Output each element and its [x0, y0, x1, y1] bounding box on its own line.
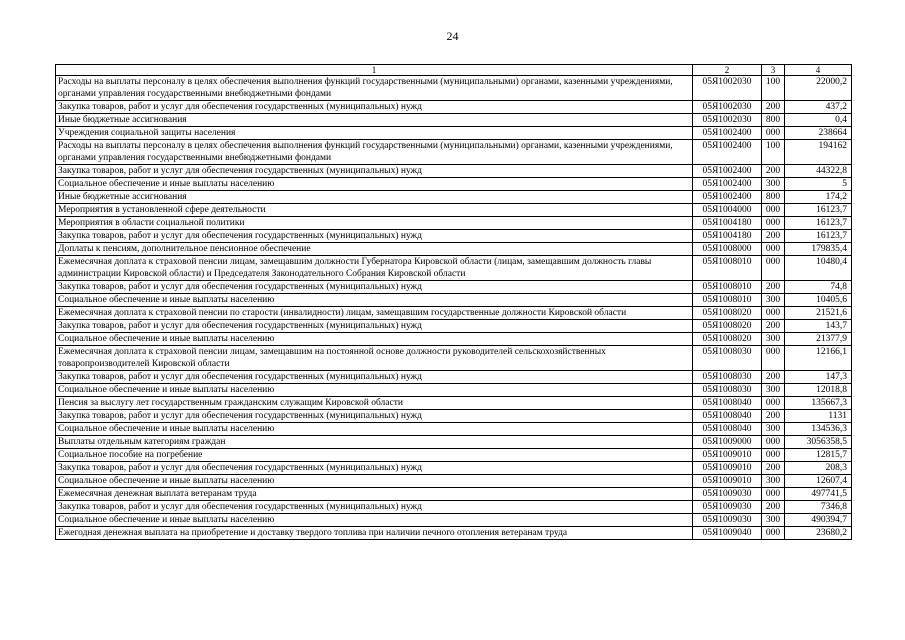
row-name: Социальное обеспечение и иные выплаты населению [56, 294, 693, 307]
table-row [56, 256, 852, 281]
row-amount: 134536,3 [785, 423, 852, 436]
row-amount: 21377,9 [785, 333, 852, 346]
row-code: 05Я1008040 [693, 397, 762, 410]
row-name: Доплаты к пенсиям, дополнительное пенсионное обеспечение [56, 243, 693, 256]
row-type: 000 [762, 436, 785, 449]
row-type: 000 [762, 243, 785, 256]
row-code: 05Я1002400 [693, 191, 762, 204]
row-amount: 12815,7 [785, 449, 852, 462]
row-name: Выплаты отдельным категориям граждан [56, 436, 693, 449]
row-code: 05Я1009010 [693, 475, 762, 488]
row-amount: 143,7 [785, 320, 852, 333]
row-name: Закупка товаров, работ и услуг для обеспечения государственных (муниципальных) нужд [56, 501, 693, 514]
row-type: 000 [762, 397, 785, 410]
header-amount: 4 [785, 65, 852, 76]
row-code: 05Я1009030 [693, 488, 762, 501]
row-code: 05Я1002030 [693, 101, 762, 114]
row-name: Социальное обеспечение и иные выплаты населению [56, 333, 693, 346]
row-name: Ежемесячная доплата к страховой пенсии лицам, замещавшим на постоянной основе должности руководителей сельскохозяйственных товаропроизводителей Кировской области [56, 346, 693, 371]
row-name: Социальное обеспечение и иные выплаты населению [56, 178, 693, 191]
row-name: Расходы на выплаты персоналу в целях обеспечения выполнения функций государственными (муниципальными) органами, казенными учреждениями, органами управления государственными внебюджетными фондами [56, 140, 693, 165]
table-row [56, 346, 852, 371]
table-row [56, 127, 852, 140]
row-code: 05Я1009030 [693, 514, 762, 527]
row-name: Мероприятия в области социальной политики [56, 217, 693, 230]
row-name: Закупка товаров, работ и услуг для обеспечения государственных (муниципальных) нужд [56, 462, 693, 475]
row-name: Социальное обеспечение и иные выплаты населению [56, 384, 693, 397]
budget-table [55, 64, 852, 540]
row-amount: 10480,4 [785, 256, 852, 281]
row-amount: 174,2 [785, 191, 852, 204]
row-amount: 7346,8 [785, 501, 852, 514]
row-code: 05Я1009030 [693, 501, 762, 514]
row-code: 05Я1008010 [693, 281, 762, 294]
row-type: 000 [762, 307, 785, 320]
row-code: 05Я1008040 [693, 410, 762, 423]
table-row [56, 76, 852, 101]
table-row [56, 140, 852, 165]
table-row [56, 204, 852, 217]
table-row [56, 488, 852, 501]
table-row [56, 294, 852, 307]
row-code: 05Я1004180 [693, 217, 762, 230]
table-row [56, 371, 852, 384]
row-type: 000 [762, 217, 785, 230]
row-type: 000 [762, 488, 785, 501]
table-row [56, 281, 852, 294]
table-row [56, 501, 852, 514]
row-name: Закупка товаров, работ и услуг для обеспечения государственных (муниципальных) нужд [56, 281, 693, 294]
row-type: 200 [762, 462, 785, 475]
table-row [56, 384, 852, 397]
row-code: 05Я1008010 [693, 294, 762, 307]
row-type: 200 [762, 101, 785, 114]
row-amount: 437,2 [785, 101, 852, 114]
row-type: 200 [762, 320, 785, 333]
row-type: 000 [762, 127, 785, 140]
row-name: Закупка товаров, работ и услуг для обеспечения государственных (муниципальных) нужд [56, 101, 693, 114]
row-code: 05Я1008030 [693, 384, 762, 397]
row-code: 05Я1002400 [693, 127, 762, 140]
table-row [56, 527, 852, 540]
row-amount: 179835,4 [785, 243, 852, 256]
table-row [56, 307, 852, 320]
row-amount: 490394,7 [785, 514, 852, 527]
page-number: 24 [446, 29, 459, 43]
row-name: Социальное обеспечение и иные выплаты населению [56, 475, 693, 488]
row-code: 05Я1008020 [693, 333, 762, 346]
row-type: 200 [762, 281, 785, 294]
row-type: 100 [762, 140, 785, 165]
row-amount: 74,8 [785, 281, 852, 294]
row-code: 05Я1008030 [693, 371, 762, 384]
row-name: Иные бюджетные ассигнования [56, 114, 693, 127]
row-amount: 1131 [785, 410, 852, 423]
row-type: 300 [762, 333, 785, 346]
row-code: 05Я1008000 [693, 243, 762, 256]
table-row [56, 333, 852, 346]
table-row [56, 101, 852, 114]
row-name: Закупка товаров, работ и услуг для обеспечения государственных (муниципальных) нужд [56, 410, 693, 423]
row-type: 300 [762, 178, 785, 191]
row-code: 05Я1004000 [693, 204, 762, 217]
row-code: 05Я1002400 [693, 140, 762, 165]
table-row [56, 410, 852, 423]
row-code: 05Я1008030 [693, 346, 762, 371]
row-amount: 16123,7 [785, 217, 852, 230]
table-row [56, 449, 852, 462]
row-name: Социальное обеспечение и иные выплаты населению [56, 514, 693, 527]
row-amount: 208,3 [785, 462, 852, 475]
table-row [56, 514, 852, 527]
row-amount: 21521,6 [785, 307, 852, 320]
row-code: 05Я1002030 [693, 76, 762, 101]
row-name: Социальное пособие на погребение [56, 449, 693, 462]
row-code: 05Я1008020 [693, 307, 762, 320]
row-type: 000 [762, 346, 785, 371]
row-type: 000 [762, 204, 785, 217]
row-code: 05Я1002400 [693, 178, 762, 191]
row-type: 300 [762, 514, 785, 527]
row-name: Закупка товаров, работ и услуг для обеспечения государственных (муниципальных) нужд [56, 371, 693, 384]
row-type: 000 [762, 527, 785, 540]
row-type: 800 [762, 191, 785, 204]
row-code: 05Я1009000 [693, 436, 762, 449]
row-amount: 5 [785, 178, 852, 191]
row-name: Ежегодная денежная выплата на приобретение и доставку твердого топлива при наличии печного отопления ветеранам труда [56, 527, 693, 540]
header-type: 3 [762, 65, 785, 76]
row-type: 200 [762, 371, 785, 384]
row-type: 300 [762, 475, 785, 488]
row-code: 05Я1009040 [693, 527, 762, 540]
table-row [56, 423, 852, 436]
row-type: 000 [762, 256, 785, 281]
table-row [56, 178, 852, 191]
table-row [56, 475, 852, 488]
row-amount: 12018,8 [785, 384, 852, 397]
row-type: 000 [762, 449, 785, 462]
row-name: Учреждения социальной защиты населения [56, 127, 693, 140]
row-amount: 147,3 [785, 371, 852, 384]
table-row [56, 191, 852, 204]
table-row [56, 230, 852, 243]
row-name: Иные бюджетные ассигнования [56, 191, 693, 204]
row-name: Закупка товаров, работ и услуг для обеспечения государственных (муниципальных) нужд [56, 320, 693, 333]
row-type: 200 [762, 410, 785, 423]
row-amount: 238664 [785, 127, 852, 140]
table-row [56, 397, 852, 410]
row-amount: 12166,1 [785, 346, 852, 371]
table-row [56, 217, 852, 230]
row-amount: 44322,8 [785, 165, 852, 178]
row-amount: 194162 [785, 140, 852, 165]
row-name: Ежемесячная денежная выплата ветеранам труда [56, 488, 693, 501]
header-name: 1 [56, 65, 693, 76]
row-code: 05Я1008040 [693, 423, 762, 436]
row-name: Мероприятия в установленной сфере деятельности [56, 204, 693, 217]
row-amount: 0,4 [785, 114, 852, 127]
row-name: Пенсия за выслугу лет государственным гражданским служащим Кировской области [56, 397, 693, 410]
row-amount: 16123,7 [785, 230, 852, 243]
table-row [56, 436, 852, 449]
row-name: Расходы на выплаты персоналу в целях обеспечения выполнения функций государственными (муниципальными) органами, казенными учреждениями, органами управления государственными внебюджетными фондами [56, 76, 693, 101]
table-row [56, 462, 852, 475]
row-type: 200 [762, 230, 785, 243]
table-row [56, 320, 852, 333]
row-type: 200 [762, 501, 785, 514]
row-type: 300 [762, 294, 785, 307]
row-code: 05Я1002030 [693, 114, 762, 127]
row-code: 05Я1004180 [693, 230, 762, 243]
row-name: Закупка товаров, работ и услуг для обеспечения государственных (муниципальных) нужд [56, 165, 693, 178]
row-type: 300 [762, 384, 785, 397]
row-name: Ежемесячная доплата к страховой пенсии лицам, замещавшим должности Губернатора Кировской области (лицам, замещавшим должность главы администрации Кировской области) и Председателя Законодательного Собрания Кировской области [56, 256, 693, 281]
row-type: 800 [762, 114, 785, 127]
row-type: 100 [762, 76, 785, 101]
row-code: 05Я1009010 [693, 449, 762, 462]
row-code: 05Я1008020 [693, 320, 762, 333]
row-code: 05Я1002400 [693, 165, 762, 178]
row-name: Закупка товаров, работ и услуг для обеспечения государственных (муниципальных) нужд [56, 230, 693, 243]
row-amount: 16123,7 [785, 204, 852, 217]
table-row [56, 165, 852, 178]
table-row [56, 114, 852, 127]
table-row [56, 243, 852, 256]
row-amount: 23680,2 [785, 527, 852, 540]
row-type: 200 [762, 165, 785, 178]
row-name: Социальное обеспечение и иные выплаты населению [56, 423, 693, 436]
header-code: 2 [693, 65, 762, 76]
row-code: 05Я1008010 [693, 256, 762, 281]
row-amount: 135667,3 [785, 397, 852, 410]
row-amount: 12607,4 [785, 475, 852, 488]
row-amount: 22000,2 [785, 76, 852, 101]
row-amount: 497741,5 [785, 488, 852, 501]
row-type: 300 [762, 423, 785, 436]
header-row [56, 65, 852, 76]
row-amount: 10405,6 [785, 294, 852, 307]
row-code: 05Я1009010 [693, 462, 762, 475]
row-amount: 3056358,5 [785, 436, 852, 449]
row-name: Ежемесячная доплата к страховой пенсии по старости (инвалидности) лицам, замещавшим государственные должности Кировской области [56, 307, 693, 320]
